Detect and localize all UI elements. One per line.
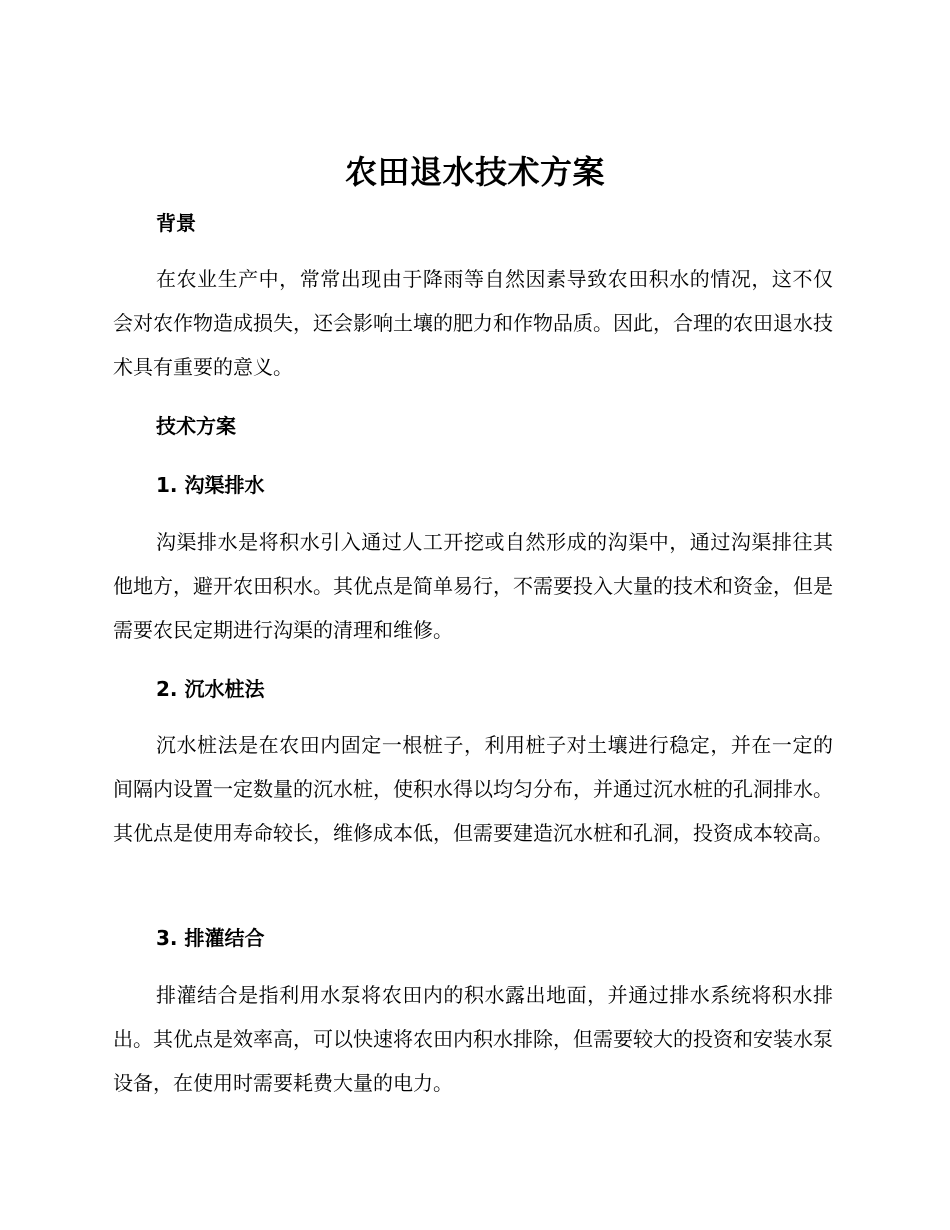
ditch-drainage-paragraph: 沟渠排水是将积水引入通过人工开挖或自然形成的沟渠中，通过沟渠排往其他地方，避开农田积水。其优点是简单易行，不需要投入大量的技术和资金，但是需要农民定期进行沟渠的清理和维修。 bbox=[113, 530, 833, 642]
section-heading-plan: 技术方案 bbox=[156, 414, 236, 438]
drain-irrigate-paragraph: 排灌结合是指利用水泵将农田内的积水露出地面，并通过排水系统将积水排出。其优点是效率高，可以快速将农田内积水排除，但需要较大的投资和安装水泵设备，在使用时需要耗费大量的电力。 bbox=[113, 983, 833, 1095]
background-paragraph: 在农业生产中，常常出现由于降雨等自然因素导致农田积水的情况，这不仅会对农作物造成损失，还会影响土壤的肥力和作物品质。因此，合理的农田退水技术具有重要的意义。 bbox=[113, 267, 833, 379]
document-title: 农田退水技术方案 bbox=[344, 153, 605, 191]
section-heading-background: 背景 bbox=[156, 211, 196, 235]
section-heading-drain-irrigate: 3. 排灌结合 bbox=[156, 926, 265, 950]
section-heading-ditch-drainage: 1. 沟渠排水 bbox=[156, 473, 265, 497]
section-heading-sunken-pile: 2. 沉水桩法 bbox=[156, 677, 265, 701]
sunken-pile-paragraph: 沉水桩法是在农田内固定一根桩子，利用桩子对土壤进行稳定，并在一定的间隔内设置一定数量的沉水桩，使积水得以均匀分布，并通过沉水桩的孔洞排水。其优点是使用寿命较长，维修成本低，但需要建造沉水桩和孔洞，投资成本较高。 bbox=[113, 733, 833, 845]
